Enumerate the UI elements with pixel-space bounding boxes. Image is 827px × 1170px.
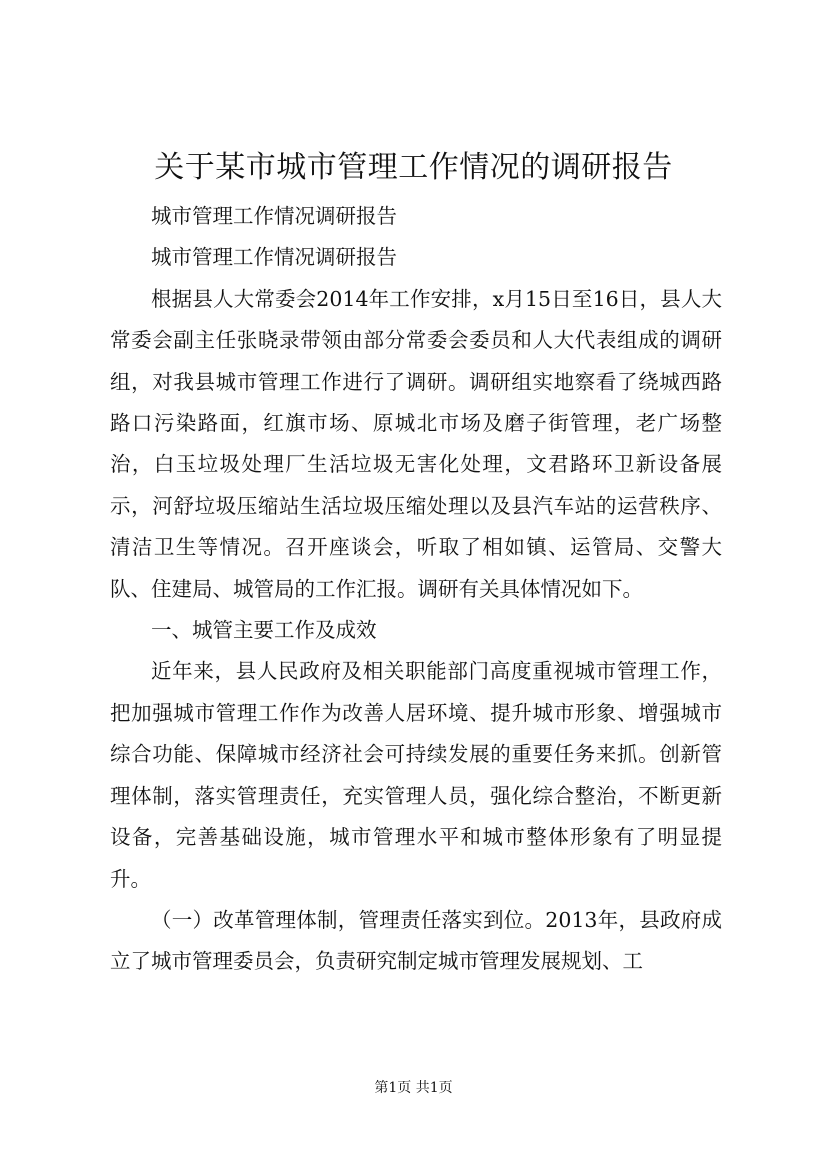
document-title: 关于某市城市管理工作情况的调研报告	[154, 150, 673, 185]
subtitle-paragraph: 城市管理工作情况调研报告	[151, 245, 397, 270]
document-body	[110, 196, 722, 983]
page-number-footer: 第1页 共1页	[374, 1080, 453, 1096]
body-paragraph: （一）改革管理体制，管理责任落实到位。2013年，县政府成立了城市管理委员会，负责研究制定城市管理发展规划、工	[110, 907, 722, 974]
section-heading: 一、城管主要工作及成效	[151, 618, 377, 643]
subtitle-paragraph: 城市管理工作情况调研报告	[151, 204, 397, 228]
intro-paragraph: 根据县人大常委会2014年工作安排，x月15日至16日，县人大常委会副主任张晓录带领由部分常委会委员和人大代表组成的调研组，对我县城市管理工作进行了调研。调研组实地察看了绕城西路路口污染路面，红旗市场、原城北市场及磨子街管理，老广场整治，白玉垃圾处理厂生活垃圾无害化处理，文君路环卫新设备展示，河舒垃圾压缩站生活垃圾压缩处理以及县汽车站的运营秩序、清洁卫生等情况。召开座谈会，听取了相如镇、运管局、交警大队、住建局、城管局的工作汇报。调研有关具体情况如下。	[110, 286, 722, 601]
body-paragraph: 近年来，县人民政府及相关职能部门高度重视城市管理工作，把加强城市管理工作作为改善人居环境、提升城市形象、增强城市综合功能、保障城市经济社会可持续发展的重要任务来抓。创新管理体制，落实管理责任，充实管理人员，强化综合整治，不断更新设备，完善基础设施，城市管理水平和城市整体形象有了明显提升。	[110, 659, 722, 891]
